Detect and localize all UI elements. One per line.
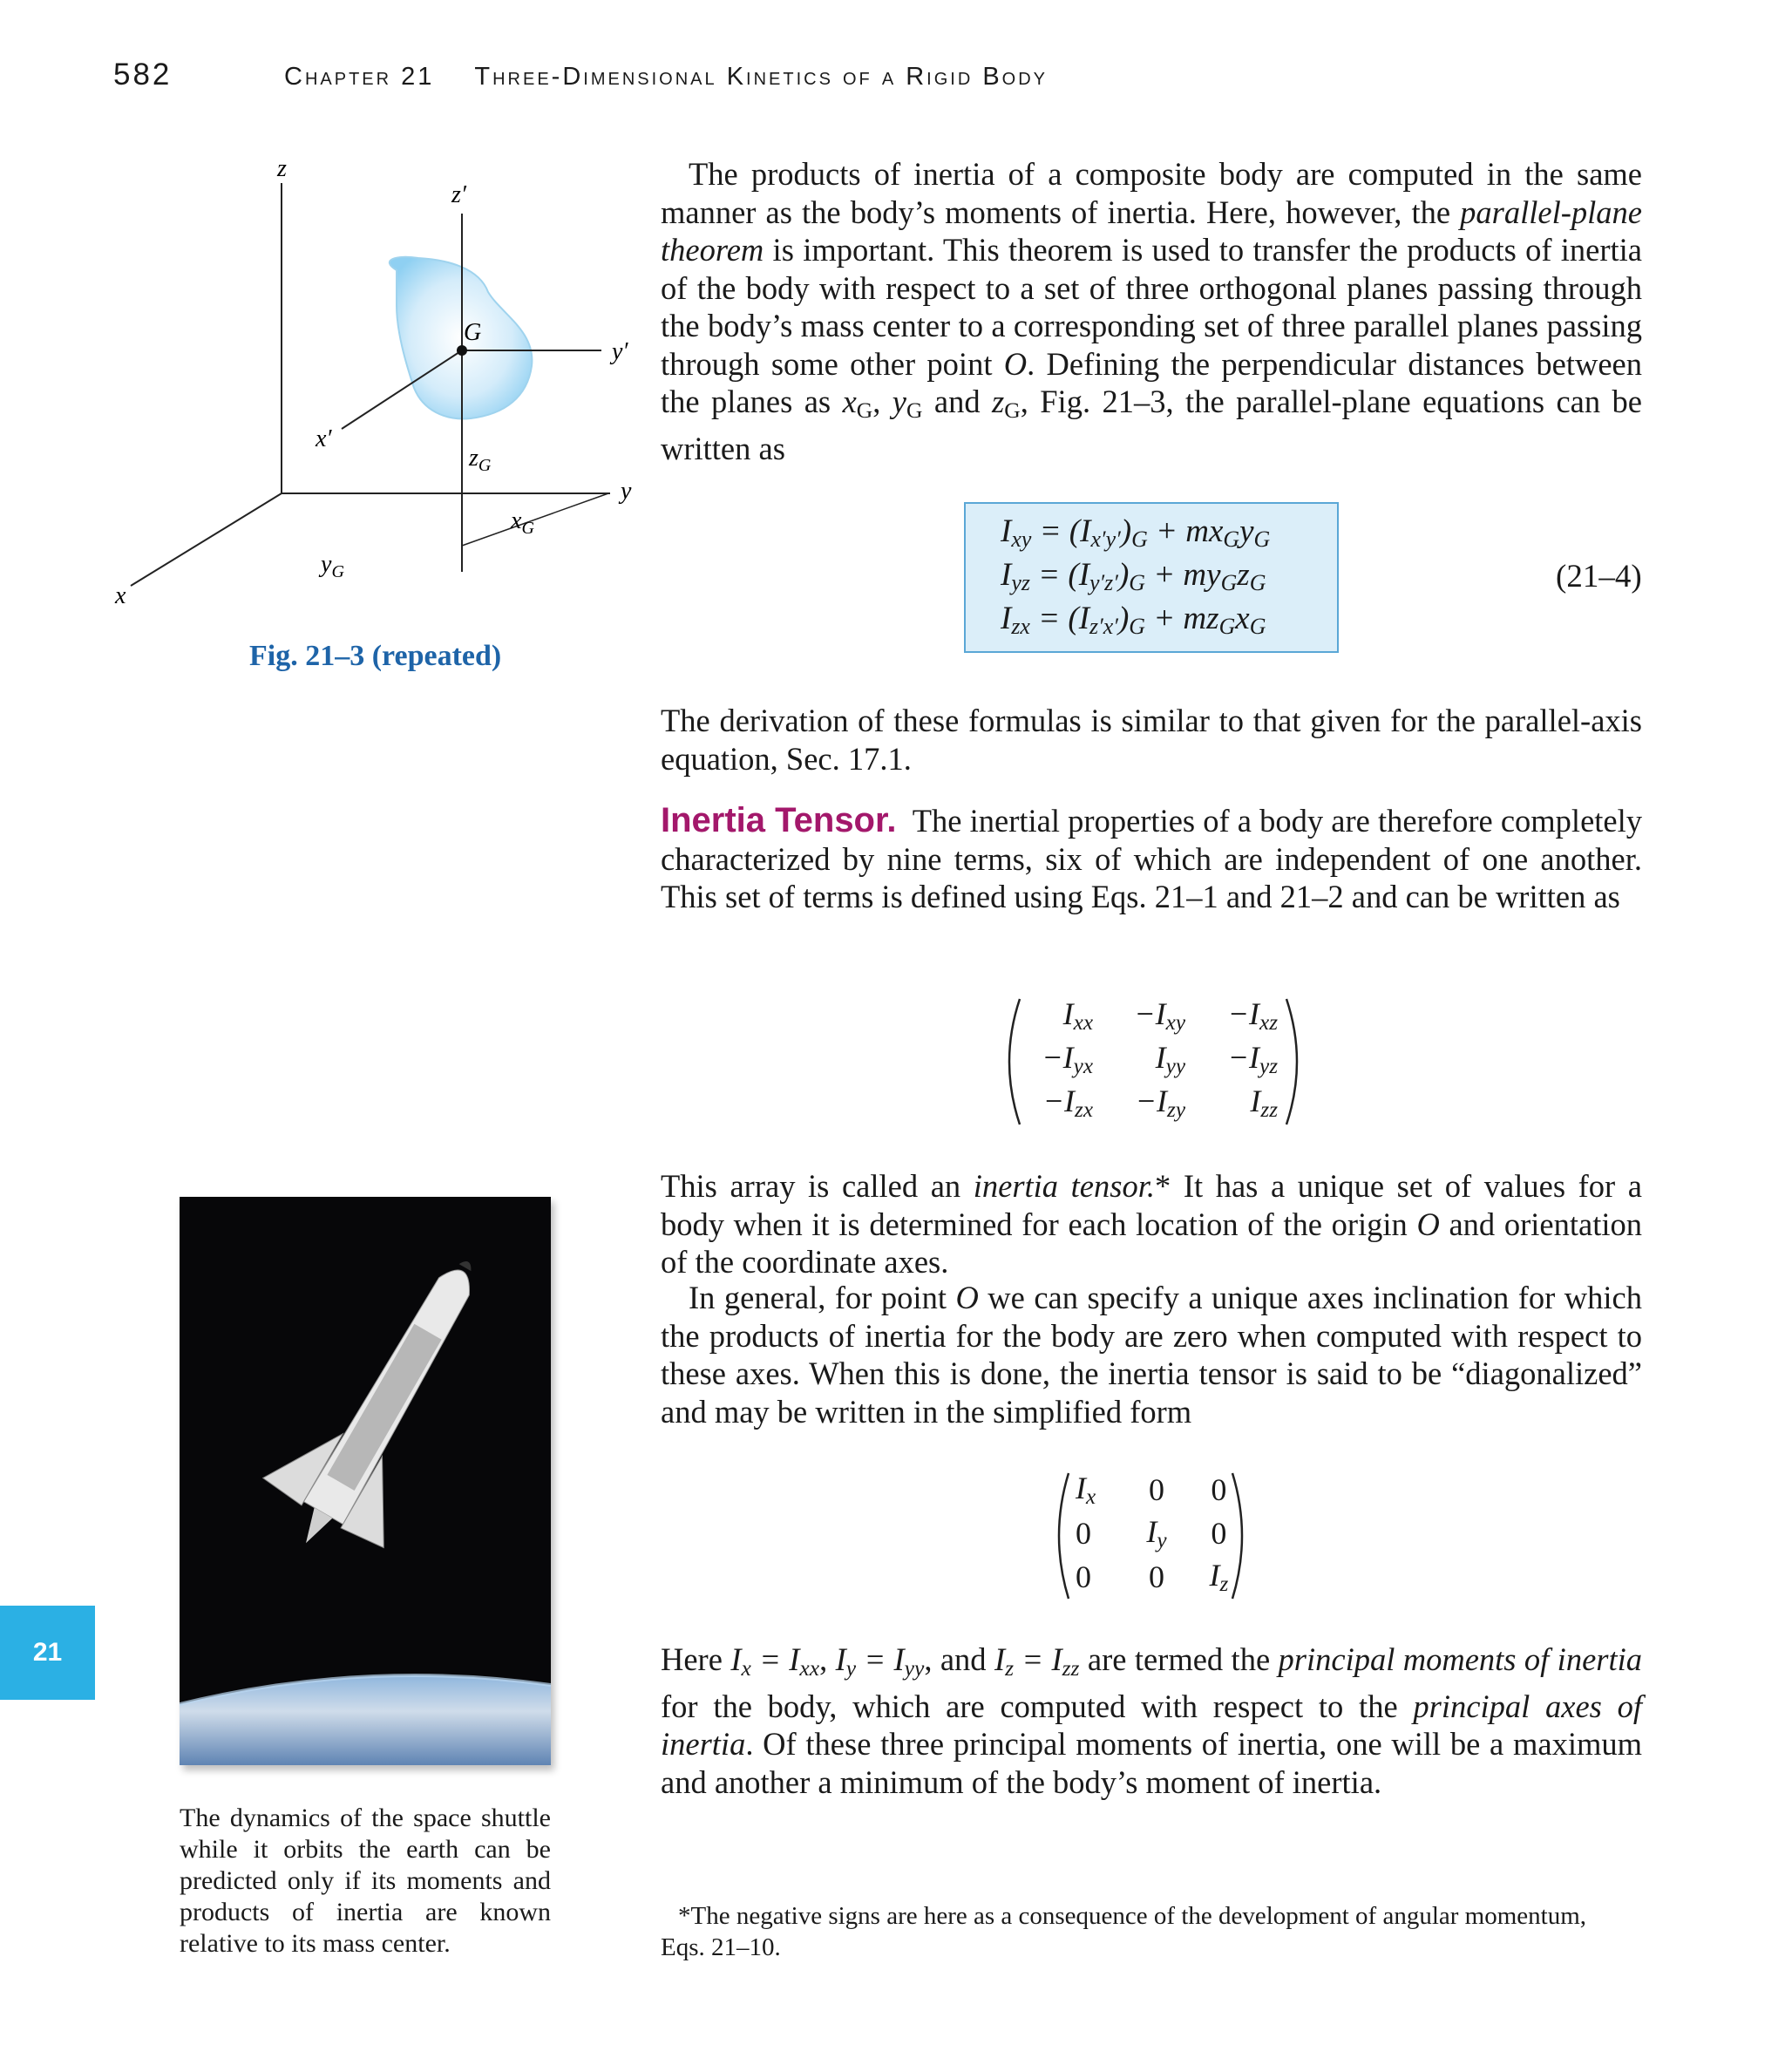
- footnote-line-2: Eqs. 21–10.: [661, 1933, 781, 1961]
- page-number: 582: [113, 58, 173, 92]
- tensor-cell: $I_{yy}$: [1155, 1040, 1185, 1078]
- diag-table: [1063, 1468, 1250, 1599]
- space-shuttle-illustration: [180, 1197, 551, 1765]
- running-header: [284, 63, 1048, 92]
- tensor-table: [1013, 994, 1290, 1124]
- label-x-prime: x′: [316, 425, 332, 452]
- tensor-cell: $-I_{zy}$: [1135, 1084, 1185, 1122]
- tensor-cell: $-I_{xz}$: [1227, 996, 1278, 1035]
- figure-caption: Fig. 21–3 (repeated): [249, 640, 502, 672]
- equation-number: (21–4): [1556, 559, 1642, 594]
- tensor-cell: $-I_{yz}$: [1227, 1040, 1278, 1078]
- inertia-tensor-matrix: [1001, 992, 1306, 1131]
- figure-21-3: [105, 148, 662, 636]
- paragraph-diagonalized: In general, for point O we can specify a unique axes inclination for which the products of inertia for the body are zero when computed with respect to these axes. When this is done, the inertia tensor is said to be “diagonalized” and may be written in the simplified form: [661, 1280, 1642, 1430]
- label-z-prime: z′: [451, 181, 467, 208]
- label-yG: $y_G$: [321, 551, 344, 581]
- chapter-side-tab: 21: [0, 1606, 95, 1700]
- diag-cell: 0: [1076, 1559, 1091, 1594]
- tensor-cell: $I_{xx}$: [1062, 996, 1093, 1035]
- tensor-cell: $I_{zz}$: [1250, 1084, 1278, 1122]
- diag-cell: $I_x$: [1076, 1471, 1096, 1509]
- footnote: [661, 1900, 1642, 1963]
- tensor-cell: $-I_{yx}$: [1042, 1040, 1093, 1078]
- tensor-cell: $-I_{zx}$: [1042, 1084, 1093, 1122]
- diag-cell: 0: [1076, 1516, 1091, 1551]
- paragraph-parallel-plane: The products of inertia of a composite body are computed in the same manner as the body’s moments of inertia. Here, however, the parallel-plane theorem is important. This theorem is used to transfer the products of inertia of the body with respect to a set of three orthogonal planes passing through the body’s mass center to a corresponding set of three parallel planes passing through some other point O. Defining the perpendicular distances between the planes as $x_G$, $y_G$ and $z_G$, Fig. 21–3, the parallel-plane equations can be written as: [661, 156, 1643, 466]
- paragraph-principal-moments: Here $I_x = I_{xx}$, $I_y = I_{yy}$, and $I_z = I_{zz}$ are termed the principal moments of inertia for the body, which are computed with respect to the principal axes of inertia. Of these three principal moments of inertia, one will be a maximum and another a minimum of the body’s moment of inertia.: [661, 1641, 1642, 1800]
- paragraph-inertia-tensor-def: This array is called an inertia tensor.* It has a unique set of values for a body when it is determined for each location of the origin O and orientation of the coordinate axes.: [661, 1168, 1642, 1280]
- diag-cell: $I_y$: [1146, 1514, 1167, 1552]
- label-y: y: [621, 478, 632, 505]
- footnote-line-1: *The negative signs are here as a consequence of the development of angular momentum,: [678, 1902, 1587, 1930]
- diag-cell: 0: [1149, 1559, 1165, 1594]
- diag-cell: $I_z$: [1209, 1558, 1229, 1596]
- paragraph-inertia-tensor: Inertia Tensor. The inertial properties of a body are therefore completely characterized by nine terms, six of which are independent of one another. This set of terms is defined using Eqs. 21–1 and 21–2 and can be written as: [661, 801, 1642, 914]
- tensor-cell: $-I_{xy}$: [1134, 996, 1185, 1035]
- x-axis: [131, 493, 282, 586]
- space-shuttle-photo: [180, 1197, 551, 1765]
- photo-caption: The dynamics of the space shuttle while it orbits the earth can be predicted only if its moments and products of inertia are known relative to its mass center.: [180, 1804, 551, 1958]
- equation-box-21-4: [964, 502, 1339, 653]
- label-zG: $z_G$: [469, 445, 492, 475]
- diag-cell: 0: [1149, 1472, 1165, 1507]
- chapter-label: Chapter 21: [284, 63, 435, 91]
- diag-cell: 0: [1211, 1472, 1227, 1507]
- label-y-prime: y′: [612, 338, 628, 365]
- rigid-body-shape: [390, 257, 533, 419]
- diagonal-tensor-matrix: [1051, 1466, 1250, 1606]
- chapter-title: Three-Dimensional Kinetics of a Rigid Body: [474, 63, 1049, 91]
- mass-center-point: [457, 345, 467, 356]
- diag-cell: 0: [1211, 1516, 1227, 1551]
- label-x: x: [115, 582, 126, 609]
- paragraph-derivation: The derivation of these formulas is similar to that given for the parallel-axis equation, Sec. 17.1.: [661, 703, 1642, 777]
- equation-row-ixy: $I_{xy} = (I_{x'y'})_G + mx_Gy_G$: [1001, 513, 1271, 552]
- label-G: G: [464, 319, 482, 346]
- label-z: z: [277, 155, 287, 182]
- equation-row-izx: $I_{zx} = (I_{z'x'})_G + mz_Gx_G$: [1001, 601, 1266, 639]
- section-heading-inertia-tensor: Inertia Tensor.: [661, 801, 897, 839]
- equation-row-iyz: $I_{yz} = (I_{y'z'})_G + my_Gz_G$: [1001, 557, 1266, 595]
- label-xG: $x_G$: [511, 507, 534, 538]
